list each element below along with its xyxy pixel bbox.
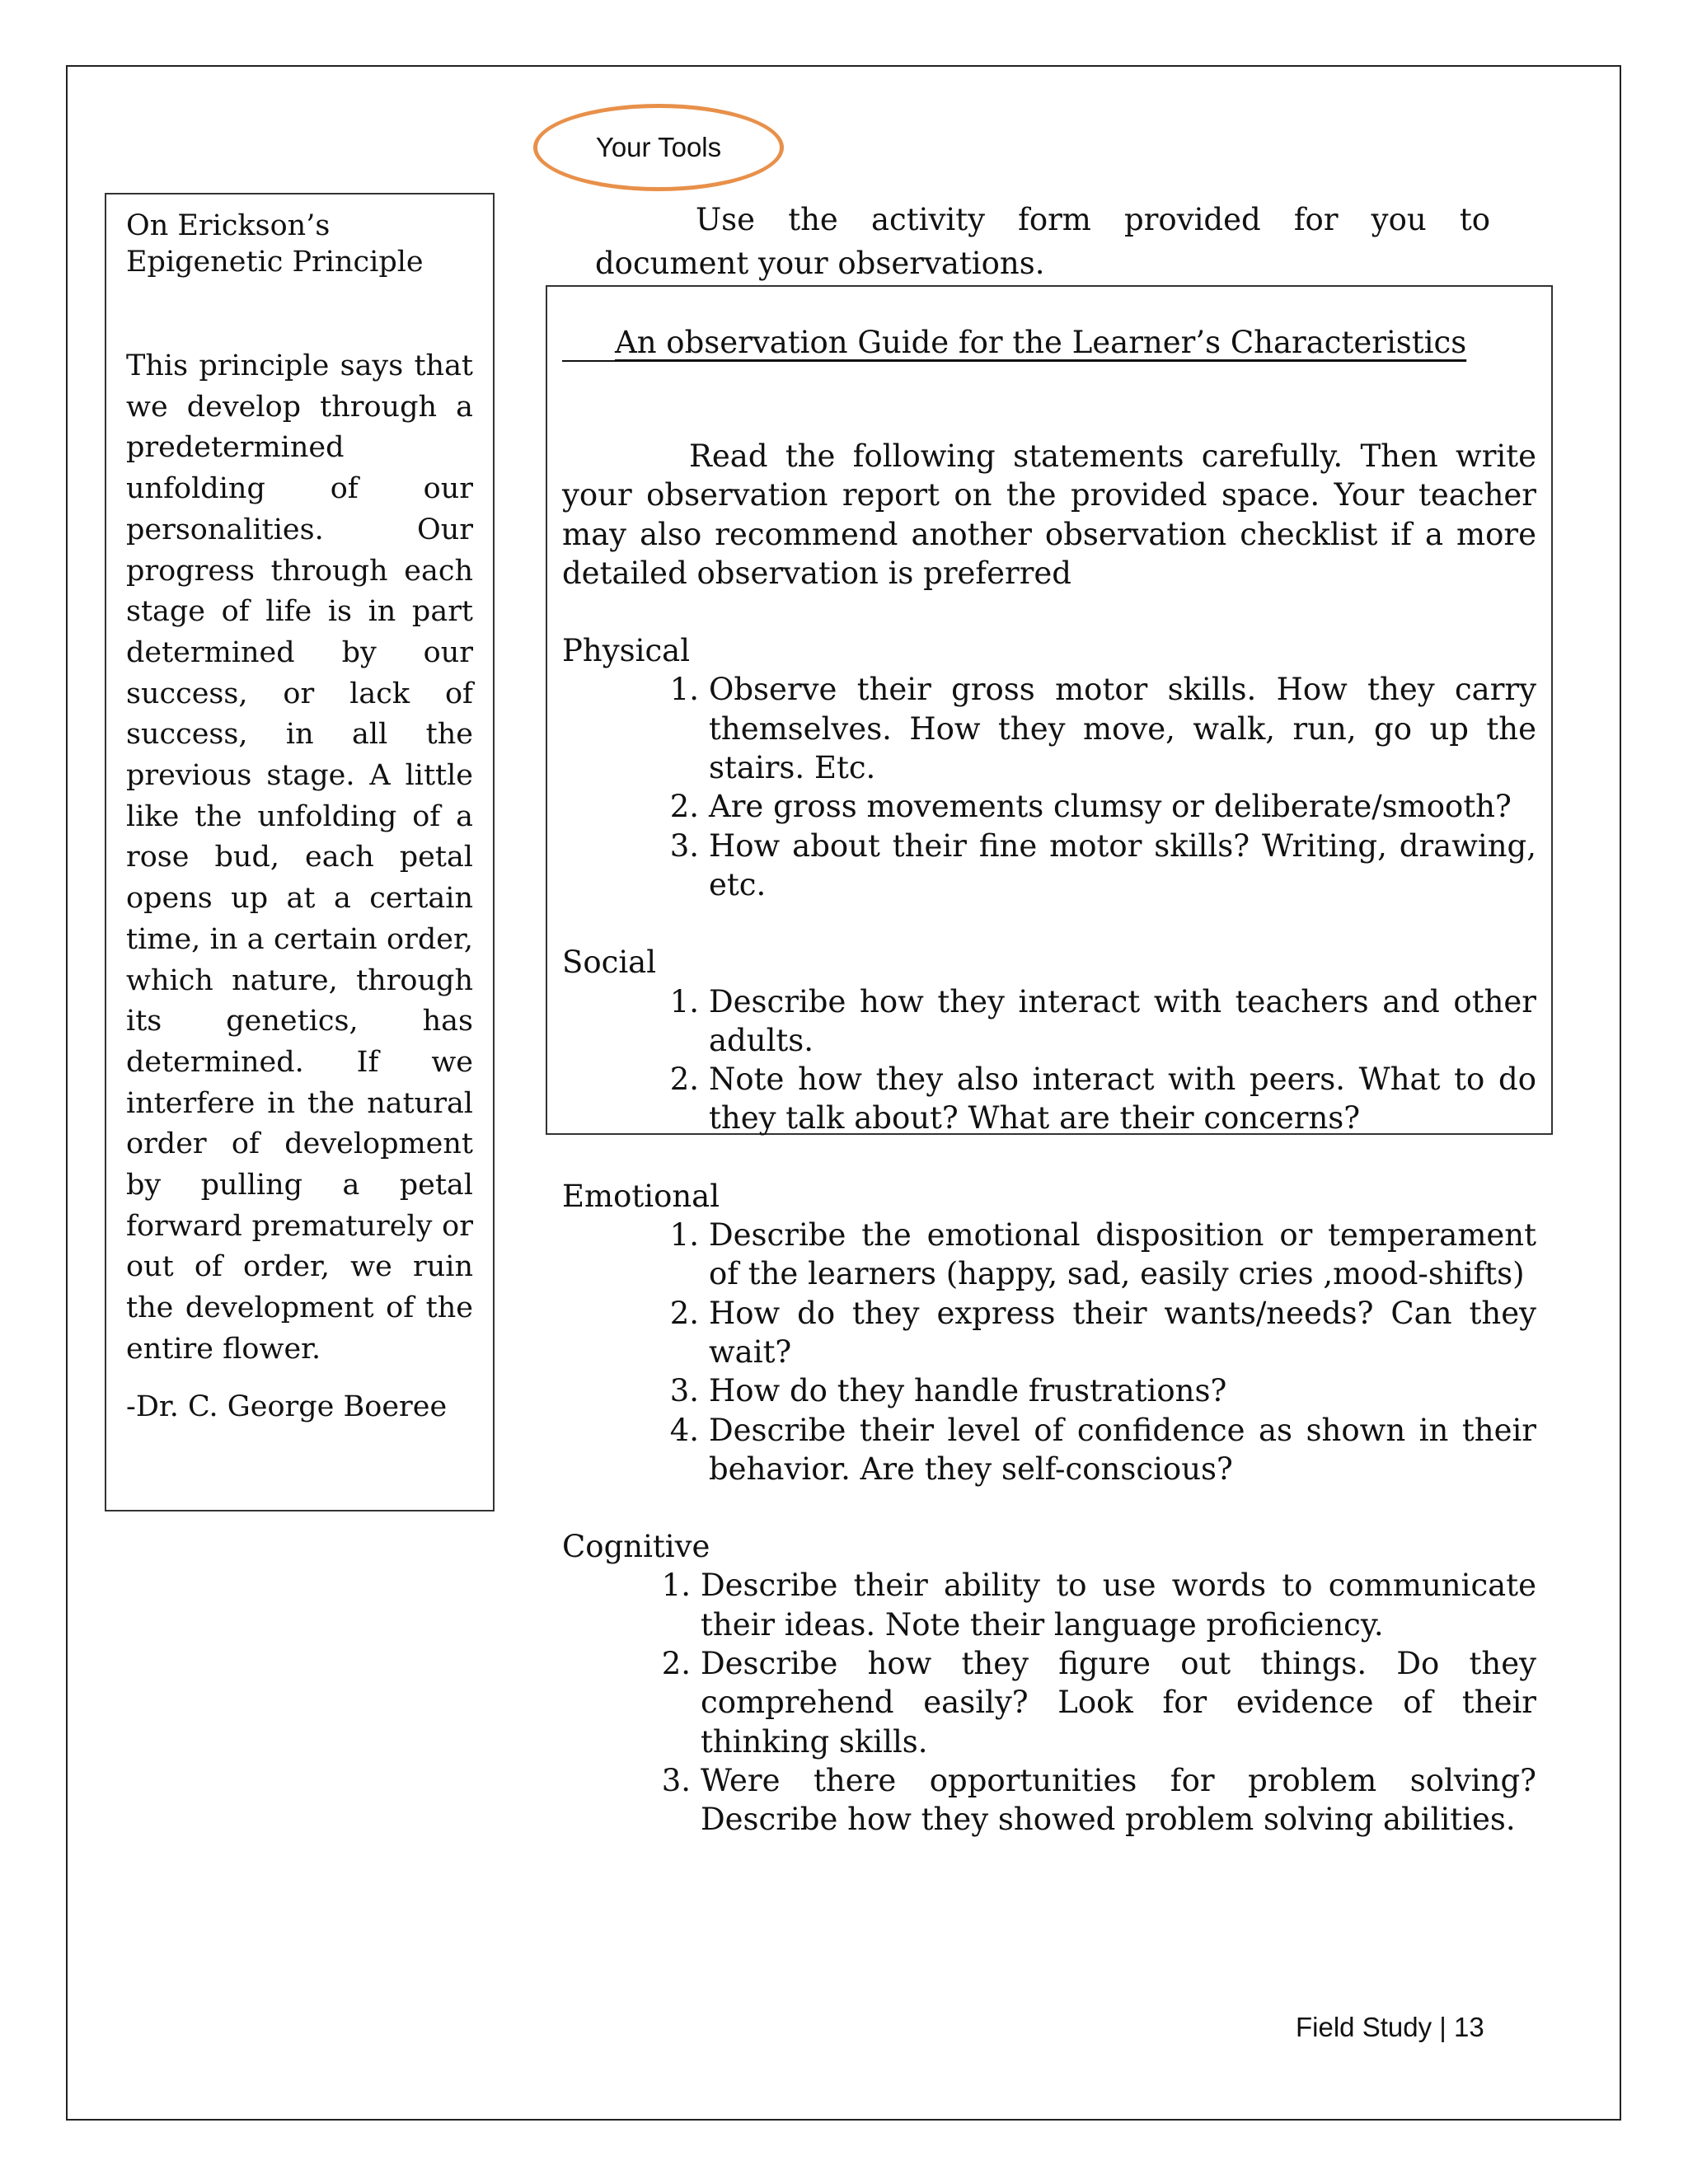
sidebar-quote: This principle says that we develop through a predetermined unfolding of our personalities. Our progress through each stage of life is in part determined by our success, or lack of success, in all the previous stage. A little like the unfolding of a rose bud, each petal opens up at a certain time, in a certain order, which nature, through its genetics, has determined. If we interfere in the natural order of development by pulling a petal forward prematurely or out of order, we ruin the development of the entire flower.: [126, 349, 473, 1366]
list-item-text: Describe the emotional disposition or temperament of the learners (happy, sad, easily cries ,mood-shifts): [709, 1217, 1536, 1292]
section-social: [562, 943, 1536, 1137]
emotional-list: [562, 1216, 1536, 1488]
list-item: 2. Note how they also interact with peers. What to do they talk about? What are their concerns?: [562, 1060, 1536, 1138]
sidebar-title: On Erickson’s Epigenetic Principle: [126, 209, 424, 279]
list-item-text: Describe how they interact with teachers and other adults.: [709, 983, 1536, 1058]
list-item: 2. Describe how they figure out things. Do they comprehend easily? Look for evidence of their thinking skills.: [562, 1644, 1536, 1761]
list-item: 3. How do they handle frustrations?: [562, 1371, 1536, 1410]
sidebar-author: -Dr. C. George Boeree: [126, 1390, 448, 1423]
list-item-text: Observe their gross motor skills. How they carry themselves. How they move, walk, run, go up the stairs. Etc.: [709, 672, 1536, 786]
list-item-text: Describe their ability to use words to communicate their ideas. Note their language proficiency.: [701, 1568, 1536, 1643]
list-item-text: How about their fine motor skills? Writing, drawing, etc.: [709, 827, 1536, 902]
section-physical: [562, 631, 1536, 904]
physical-list: [562, 670, 1536, 904]
guide-instructions: Read the following statements carefully. Then write your observation report on the provided space. Your teacher may also recommend another observation checklist if a more detailed observation is preferred: [562, 438, 1536, 591]
list-item-text: Are gross movements clumsy or deliberate/smooth?: [709, 789, 1512, 825]
intro-line-1: Use the activity form provided for you to: [696, 202, 1490, 237]
list-item-text: Were there opportunities for problem solving? Describe how they showed problem solving abilities.: [701, 1762, 1536, 1838]
list-item-text: Describe how they figure out things. Do they comprehend easily? Look for evidence of their thinking skills.: [701, 1646, 1536, 1760]
list-item: 4. Describe their level of confidence as shown in their behavior. Are they self-conscious?: [562, 1411, 1536, 1489]
section-title: Physical: [562, 633, 691, 669]
section-emotional: [562, 1177, 1536, 1488]
observation-guide-box: [546, 285, 1553, 1838]
social-list: [562, 982, 1536, 1138]
list-item: 1. Describe the emotional disposition or temperament of the learners (happy, sad, easily cries ,mood-shifts): [562, 1216, 1536, 1294]
list-item-text: How do they handle frustrations?: [709, 1373, 1227, 1409]
list-item: 1. Describe their ability to use words to communicate their ideas. Note their language proficiency.: [562, 1566, 1536, 1644]
section-title: Cognitive: [562, 1529, 710, 1565]
list-item: 3. How about their fine motor skills? Writing, drawing, etc.: [562, 827, 1536, 905]
section-cognitive: [562, 1527, 1536, 1839]
guide-title: An observation Guide for the Learner’s Characteristics: [562, 323, 1536, 363]
your-tools-badge: [533, 104, 784, 191]
list-item: 1. Observe their gross motor skills. How they carry themselves. How they move, walk, run, go up the stairs. Etc.: [562, 670, 1536, 787]
intro-line-2: document your observations.: [595, 246, 1045, 281]
your-tools-label: Your Tools: [595, 132, 722, 162]
section-title: Social: [562, 944, 657, 981]
list-item-text: Note how they also interact with peers. What to do they talk about? What are their concerns?: [709, 1062, 1536, 1137]
epigenetic-principle-sidebar: [105, 193, 495, 1511]
list-item-text: Describe their level of confidence as shown in their behavior. Are they self-conscious?: [709, 1412, 1536, 1487]
list-item: 3. Were there opportunities for problem solving? Describe how they showed problem solving abilities.: [562, 1761, 1536, 1840]
cognitive-list: [562, 1566, 1536, 1839]
list-item-text: How do they express their wants/needs? Can they wait?: [709, 1295, 1536, 1370]
page-footer: Field Study | 13: [1296, 2012, 1484, 2042]
list-item: 2. How do they express their wants/needs? Can they wait?: [562, 1294, 1536, 1372]
list-item: 2. Are gross movements clumsy or deliberate/smooth?: [562, 787, 1536, 826]
section-title: Emotional: [562, 1178, 720, 1214]
list-item: 1. Describe how they interact with teachers and other adults.: [562, 982, 1536, 1061]
